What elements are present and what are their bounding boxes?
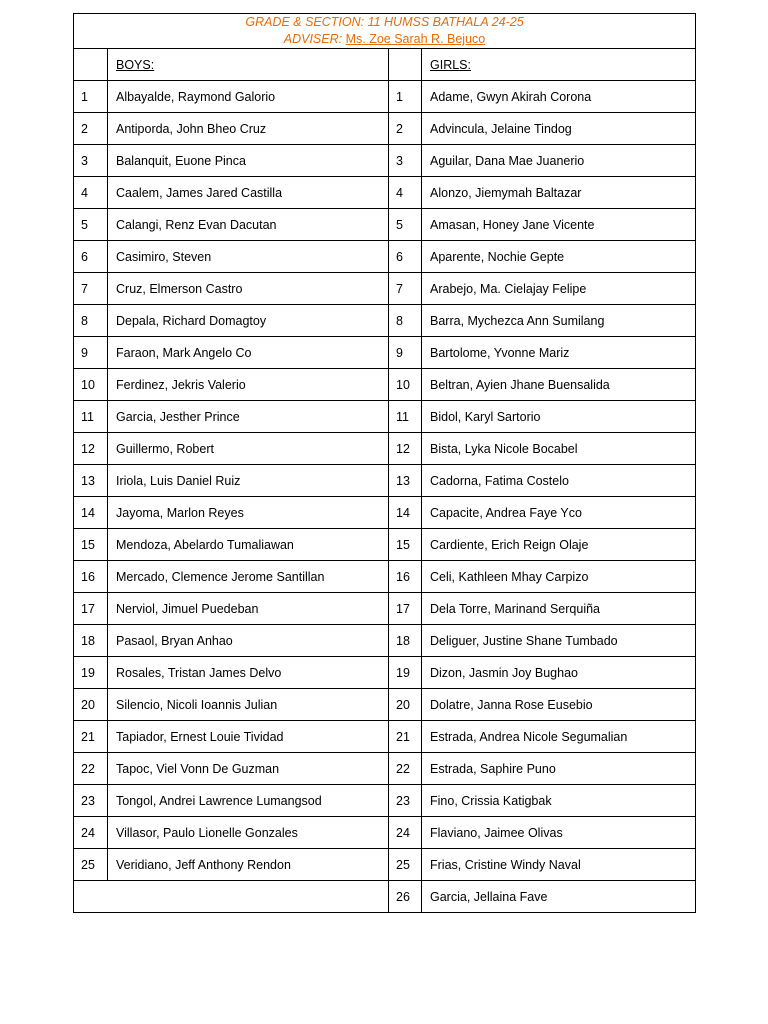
girl-number: 24 xyxy=(389,817,422,849)
boys-heading: BOYS: xyxy=(116,57,155,72)
boy-name: Iriola, Luis Daniel Ruiz xyxy=(108,465,389,497)
girl-name: Dela Torre, Marinand Serquiña xyxy=(422,593,696,625)
girl-name: Barra, Mychezca Ann Sumilang xyxy=(422,305,696,337)
boy-name: Mendoza, Abelardo Tumaliawan xyxy=(108,529,389,561)
girl-name: Alonzo, Jiemymah Baltazar xyxy=(422,177,696,209)
boy-name: Antiporda, John Bheo Cruz xyxy=(108,113,389,145)
girls-number-header xyxy=(389,49,422,81)
roster-body xyxy=(74,81,696,913)
boy-name: Veridiano, Jeff Anthony Rendon xyxy=(108,849,389,881)
boy-number: 24 xyxy=(74,817,108,849)
roster-row xyxy=(74,369,696,401)
girl-name: Arabejo, Ma. Cielajay Felipe xyxy=(422,273,696,305)
boy-number: 6 xyxy=(74,241,108,273)
adviser-label: ADVISER: xyxy=(283,32,343,46)
boy-name: Tongol, Andrei Lawrence Lumangsod xyxy=(108,785,389,817)
boy-name: Rosales, Tristan James Delvo xyxy=(108,657,389,689)
boy-name: Tapiador, Ernest Louie Tividad xyxy=(108,721,389,753)
girl-name: Celi, Kathleen Mhay Carpizo xyxy=(422,561,696,593)
boy-name: Depala, Richard Domagtoy xyxy=(108,305,389,337)
roster-row xyxy=(74,593,696,625)
boy-name: Jayoma, Marlon Reyes xyxy=(108,497,389,529)
boy-number: 15 xyxy=(74,529,108,561)
girl-name: Dolatre, Janna Rose Eusebio xyxy=(422,689,696,721)
roster-header xyxy=(74,14,696,49)
roster-row xyxy=(74,145,696,177)
girl-number: 16 xyxy=(389,561,422,593)
girl-name: Garcia, Jellaina Fave xyxy=(422,881,696,913)
boy-number: 16 xyxy=(74,561,108,593)
roster-row xyxy=(74,113,696,145)
column-title-row xyxy=(74,49,696,81)
roster-row xyxy=(74,209,696,241)
girl-number: 22 xyxy=(389,753,422,785)
girl-name: Deliguer, Justine Shane Tumbado xyxy=(422,625,696,657)
girl-number: 7 xyxy=(389,273,422,305)
girl-name: Dizon, Jasmin Joy Bughao xyxy=(422,657,696,689)
boy-number: 2 xyxy=(74,113,108,145)
girl-name: Fino, Crissia Katigbak xyxy=(422,785,696,817)
girl-name: Cardiente, Erich Reign Olaje xyxy=(422,529,696,561)
girl-number: 5 xyxy=(389,209,422,241)
roster-row xyxy=(74,465,696,497)
boy-name: Nerviol, Jimuel Puedeban xyxy=(108,593,389,625)
girl-name: Adame, Gwyn Akirah Corona xyxy=(422,81,696,113)
class-roster-table xyxy=(73,13,696,913)
boy-name: Guillermo, Robert xyxy=(108,433,389,465)
girls-heading: GIRLS: xyxy=(430,57,471,72)
boy-name: Silencio, Nicoli Ioannis Julian xyxy=(108,689,389,721)
girl-number: 23 xyxy=(389,785,422,817)
roster-row xyxy=(74,785,696,817)
roster-row xyxy=(74,241,696,273)
boy-number: 18 xyxy=(74,625,108,657)
boy-number: 22 xyxy=(74,753,108,785)
boy-number: 11 xyxy=(74,401,108,433)
boy-name: Cruz, Elmerson Castro xyxy=(108,273,389,305)
girl-name: Bista, Lyka Nicole Bocabel xyxy=(422,433,696,465)
girl-name: Estrada, Andrea Nicole Segumalian xyxy=(422,721,696,753)
girl-number: 26 xyxy=(389,881,422,913)
girl-number: 17 xyxy=(389,593,422,625)
girl-name: Advincula, Jelaine Tindog xyxy=(422,113,696,145)
boy-name: Caalem, James Jared Castilla xyxy=(108,177,389,209)
girls-column-header xyxy=(422,49,696,81)
boy-name: Tapoc, Viel Vonn De Guzman xyxy=(108,753,389,785)
girl-name: Frias, Cristine Windy Naval xyxy=(422,849,696,881)
girl-number: 18 xyxy=(389,625,422,657)
boy-name: Casimiro, Steven xyxy=(108,241,389,273)
class-roster-sheet xyxy=(73,13,695,913)
boy-number: 20 xyxy=(74,689,108,721)
girl-name: Bidol, Karyl Sartorio xyxy=(422,401,696,433)
boy-name: Calangi, Renz Evan Dacutan xyxy=(108,209,389,241)
girl-number: 6 xyxy=(389,241,422,273)
boys-column-header xyxy=(108,49,389,81)
boy-name: Pasaol, Bryan Anhao xyxy=(108,625,389,657)
adviser-name: Ms. Zoe Sarah R. Bejuco xyxy=(345,32,486,46)
boy-name: Villasor, Paulo Lionelle Gonzales xyxy=(108,817,389,849)
boy-name: Faraon, Mark Angelo Co xyxy=(108,337,389,369)
girl-number: 12 xyxy=(389,433,422,465)
boy-number: 25 xyxy=(74,849,108,881)
girl-name: Bartolome, Yvonne Mariz xyxy=(422,337,696,369)
girl-name: Aguilar, Dana Mae Juanerio xyxy=(422,145,696,177)
girl-number: 9 xyxy=(389,337,422,369)
girl-number: 10 xyxy=(389,369,422,401)
boy-number: 4 xyxy=(74,177,108,209)
roster-row xyxy=(74,273,696,305)
roster-row xyxy=(74,337,696,369)
roster-row xyxy=(74,849,696,881)
roster-row xyxy=(74,433,696,465)
boy-name: Ferdinez, Jekris Valerio xyxy=(108,369,389,401)
roster-row xyxy=(74,177,696,209)
roster-row xyxy=(74,817,696,849)
roster-row xyxy=(74,529,696,561)
girl-number: 2 xyxy=(389,113,422,145)
girl-number: 21 xyxy=(389,721,422,753)
boy-number: 5 xyxy=(74,209,108,241)
boy-number: 17 xyxy=(74,593,108,625)
roster-row xyxy=(74,753,696,785)
roster-row xyxy=(74,721,696,753)
roster-row xyxy=(74,81,696,113)
boy-name: Mercado, Clemence Jerome Santillan xyxy=(108,561,389,593)
girl-number: 25 xyxy=(389,849,422,881)
boy-number: 13 xyxy=(74,465,108,497)
girl-name: Aparente, Nochie Gepte xyxy=(422,241,696,273)
boy-number: 21 xyxy=(74,721,108,753)
girl-name: Amasan, Honey Jane Vicente xyxy=(422,209,696,241)
girl-name: Beltran, Ayien Jhane Buensalida xyxy=(422,369,696,401)
girl-number: 19 xyxy=(389,657,422,689)
roster-row xyxy=(74,689,696,721)
boy-name: Garcia, Jesther Prince xyxy=(108,401,389,433)
roster-row xyxy=(74,881,696,913)
girl-number: 20 xyxy=(389,689,422,721)
girl-number: 3 xyxy=(389,145,422,177)
girl-name: Flaviano, Jaimee Olivas xyxy=(422,817,696,849)
grade-section-title: GRADE & SECTION: 11 HUMSS BATHALA 24-25 xyxy=(245,15,524,29)
boy-number: 12 xyxy=(74,433,108,465)
roster-row xyxy=(74,305,696,337)
roster-row xyxy=(74,625,696,657)
girl-number: 15 xyxy=(389,529,422,561)
boy-number: 10 xyxy=(74,369,108,401)
empty-boys-cell xyxy=(74,881,389,913)
girl-number: 14 xyxy=(389,497,422,529)
boys-number-header xyxy=(74,49,108,81)
girl-name: Estrada, Saphire Puno xyxy=(422,753,696,785)
boy-number: 1 xyxy=(74,81,108,113)
girl-name: Capacite, Andrea Faye Yco xyxy=(422,497,696,529)
adviser-line xyxy=(74,31,695,48)
girl-number: 4 xyxy=(389,177,422,209)
boy-number: 7 xyxy=(74,273,108,305)
roster-row xyxy=(74,497,696,529)
roster-row xyxy=(74,561,696,593)
boy-number: 3 xyxy=(74,145,108,177)
girl-number: 8 xyxy=(389,305,422,337)
boy-number: 9 xyxy=(74,337,108,369)
boy-number: 14 xyxy=(74,497,108,529)
header-row xyxy=(74,14,696,49)
girl-number: 13 xyxy=(389,465,422,497)
boy-number: 23 xyxy=(74,785,108,817)
roster-row xyxy=(74,401,696,433)
boy-name: Balanquit, Euone Pinca xyxy=(108,145,389,177)
girl-number: 1 xyxy=(389,81,422,113)
girl-number: 11 xyxy=(389,401,422,433)
boy-number: 8 xyxy=(74,305,108,337)
girl-name: Cadorna, Fatima Costelo xyxy=(422,465,696,497)
boy-name: Albayalde, Raymond Galorio xyxy=(108,81,389,113)
boy-number: 19 xyxy=(74,657,108,689)
roster-row xyxy=(74,657,696,689)
